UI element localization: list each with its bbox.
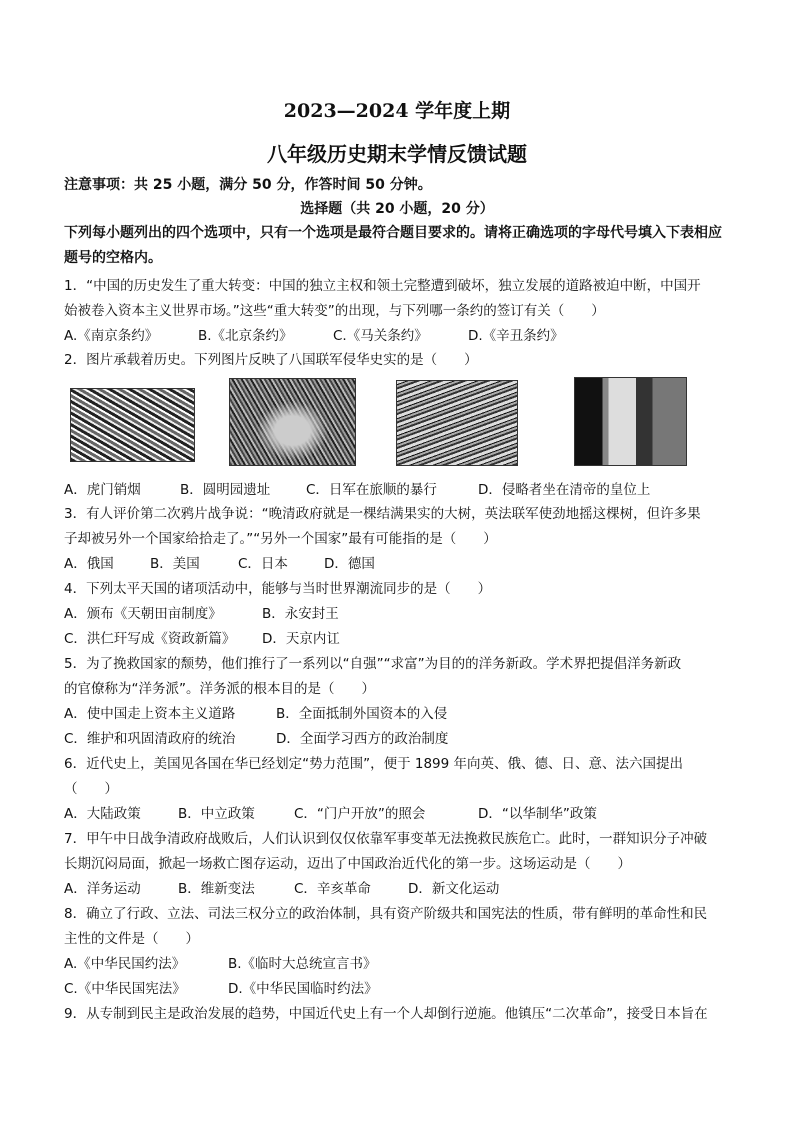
question-2-line-1: 2．图片承载着历史。下列图片反映了八国联军侵华史实的是（ ） [64,352,478,368]
question-1-option-c: C.《马关条约》 [333,328,428,344]
question-2-option-c: C．日军在旅顺的暴行 [306,482,437,498]
question-5-line-2: 的官僚称为“洋务派”。洋务派的根本目的是（ ） [64,681,375,697]
question-6-option-a: A．大陆政策 [64,806,141,822]
question-1-line-1: 1．“中国的历史发生了重大转变：中国的独立主权和领土完整遭到破坏，独立发展的道路被迫中断，中国开 [64,278,701,294]
question-4-option-d: D．天京内讧 [262,631,340,647]
question-4-option-a: A．颁布《天朝田亩制度》 [64,606,222,622]
question-5-line-1: 5．为了挽救国家的颓势，他们推行了一系列以“自强”“求富”为目的的洋务新政。学术界把提倡洋务新政 [64,656,682,672]
question-7-option-c: C．辛亥革命 [294,881,371,897]
question-7-option-a: A．洋务运动 [64,881,141,897]
photo-humen-opium-destruction [70,388,195,462]
question-6-option-c: C．“门户开放”的照会 [294,806,426,822]
photo-lushun-massacre [396,380,518,466]
question-5-option-d: D．全面学习西方的政治制度 [276,731,449,747]
question-1-option-a: A.《南京条约》 [64,328,159,344]
section-title: 选择题（共 20 小题，20 分） [300,201,494,217]
photo-invaders-on-throne [574,377,687,466]
question-4-line-1: 4．下列太平天国的诸项活动中，能够与当时世界潮流同步的是（ ） [64,581,492,597]
question-2-option-a: A．虎门销烟 [64,482,141,498]
question-7-line-2: 长期沉闷局面，掀起一场救亡图存运动，迈出了中国政治近代化的第一步。这场运动是（ ） [64,856,631,872]
question-2-option-b: B．圆明园遗址 [180,482,271,498]
question-5-option-a: A．使中国走上资本主义道路 [64,706,236,722]
question-1-line-2: 始被卷入资本主义世界市场。”这些“重大转变”的出现，与下列哪一条约的签订有关（ ） [64,303,605,319]
question-7-option-d: D．新文化运动 [408,881,500,897]
question-1-option-d: D.《辛丑条约》 [468,328,564,344]
notice-text: 注意事项：共 25 小题，满分 50 分，作答时间 50 分钟。 [64,177,432,193]
question-6-line-2: （ ） [64,781,118,797]
question-4-option-b: B．永安封王 [262,606,339,622]
question-3-line-2: 子却被另外一个国家给拾走了。”“另外一个国家”最有可能指的是（ ） [64,531,497,547]
question-8-option-b: B.《临时大总统宣言书》 [228,956,377,972]
question-3-option-c: C．日本 [238,556,288,572]
question-8-line-2: 主性的文件是（ ） [64,931,199,947]
question-5-option-c: C．维护和巩固清政府的统治 [64,731,236,747]
question-7-option-b: B．维新变法 [178,881,255,897]
question-8-option-c: C.《中华民国宪法》 [64,981,186,997]
question-4-option-c: C．洪仁玕写成《资政新篇》 [64,631,236,647]
question-3-option-d: D．德国 [324,556,375,572]
question-2-option-d: D．侵略者坐在清帝的皇位上 [478,482,651,498]
question-7-line-1: 7．甲午中日战争清政府战败后，人们认识到仅仅依靠军事变革无法挽救民族危亡。此时，一群知识分子冲破 [64,831,708,847]
question-8-line-1: 8．确立了行政、立法、司法三权分立的政治体制，具有资产阶级共和国宪法的性质，带有鲜明的革命性和民 [64,906,708,922]
question-6-option-b: B．中立政策 [178,806,255,822]
year-title: 2023—2024 学年度上期 [283,100,511,122]
question-6-option-d: D．“以华制华”政策 [478,806,597,822]
question-1-option-b: B.《北京条约》 [198,328,293,344]
question-3-line-1: 3．有人评价第二次鸦片战争说：“晚清政府就是一棵结满果实的大树，英法联军使劲地摇这棵树，但许多果 [64,506,701,522]
photo-yuanmingyuan-ruins [229,378,356,466]
question-8-option-d: D.《中华民国临时约法》 [228,981,378,997]
question-9-line-1: 9．从专制到民主是政治发展的趋势，中国近代史上有一个人却倒行逆施。他镇压“二次革命”，接受日本旨在 [64,1006,708,1022]
question-8-option-a: A.《中华民国约法》 [64,956,186,972]
exam-title: 八年级历史期末学情反馈试题 [267,142,527,166]
question-6-line-1: 6．近代史上，美国见各国在华已经划定“势力范围”，便于 1899 年向英、俄、德、日、意、法六国提出 [64,756,684,772]
question-3-option-b: B．美国 [150,556,200,572]
instruction-text: 下列每小题列出的四个选项中，只有一个选项是最符合题目要求的。请将正确选项的字母代号填入下表相应题号的空格内。 [64,225,722,266]
question-5-option-b: B．全面抵制外国资本的入侵 [276,706,448,722]
question-3-option-a: A．俄国 [64,556,114,572]
